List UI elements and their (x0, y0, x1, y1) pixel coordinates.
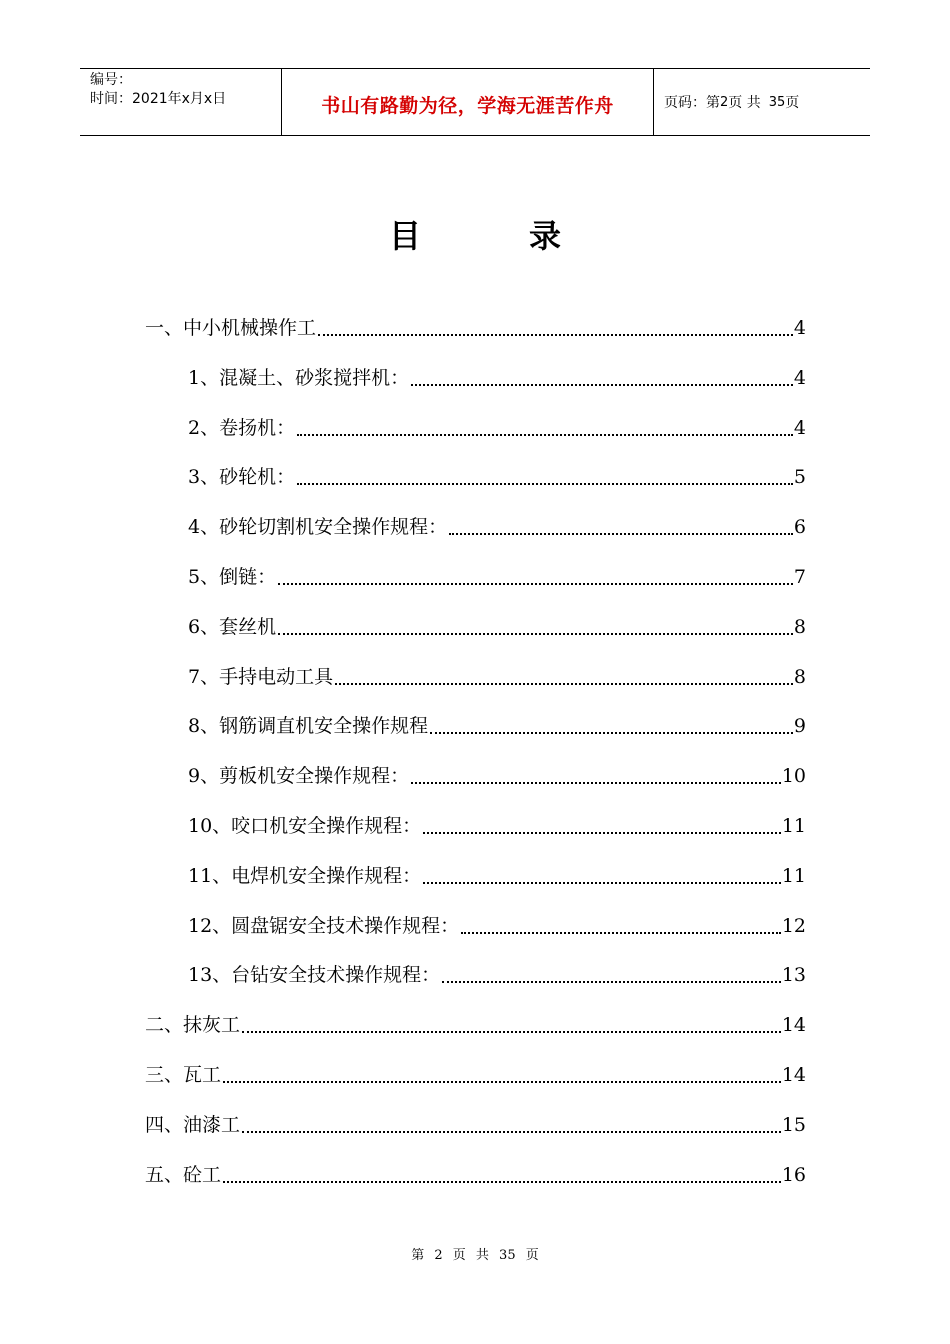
header-motto: 书山有路勤为径，学海无涯苦作舟 (321, 94, 614, 117)
page-header (80, 68, 870, 136)
toc-entry-page: 4 (793, 366, 806, 389)
toc-entry-page: 8 (793, 665, 806, 688)
toc-dot-leader (297, 483, 793, 485)
date-label: 时间：2021年x月x日 (90, 91, 227, 107)
toc-entry-page: 12 (781, 914, 806, 937)
toc-entry-page: 4 (793, 317, 806, 339)
toc-entry-label: 五、砼工 (145, 1163, 222, 1186)
toc-entry[interactable] (188, 457, 806, 497)
page-footer: 第 2 页 共 35 页 (411, 1248, 539, 1263)
toc-dot-leader (335, 683, 793, 685)
toc-entry-label: 4、砂轮切割机安全操作规程： (188, 516, 448, 539)
toc-entry[interactable] (145, 1005, 806, 1045)
toc-entry[interactable] (145, 1105, 806, 1145)
toc-entry[interactable] (188, 607, 806, 647)
title-part-2: 录 (529, 217, 562, 255)
toc-dot-leader (223, 1181, 781, 1183)
toc-entry[interactable] (188, 557, 806, 597)
toc-dot-leader (411, 782, 781, 784)
toc-entry-page: 4 (793, 416, 806, 439)
toc-entry-page: 11 (781, 864, 806, 887)
toc-entry-label: 7、手持电动工具 (188, 665, 334, 688)
toc-dot-leader (449, 533, 793, 535)
page-current: 2 (720, 94, 729, 110)
toc-entry[interactable] (188, 706, 806, 746)
toc-dot-leader (442, 981, 781, 983)
toc-dot-leader (223, 1081, 781, 1083)
toc-entry-page: 5 (793, 466, 806, 489)
toc-entry-label: 一、中小机械操作工 (145, 317, 317, 339)
toc-entry-page: 8 (793, 615, 806, 638)
toc-entry-label: 10、咬口机安全操作规程： (188, 815, 422, 837)
page-mid: 页 共 (728, 95, 761, 111)
toc-dot-leader (242, 1031, 781, 1033)
toc-entry[interactable] (188, 806, 806, 846)
header-page-info (654, 69, 870, 135)
toc-entry-label: 1、混凝土、砂浆搅拌机： (188, 366, 410, 389)
toc-dot-leader (423, 832, 781, 834)
toc-entry-label: 12、圆盘锯安全技术操作规程： (188, 914, 460, 937)
toc-entry-page: 14 (781, 1064, 806, 1086)
toc-entry-label: 13、台钻安全技术操作规程： (188, 964, 441, 987)
toc-entry-page: 11 (781, 815, 806, 837)
toc-entry-page: 15 (781, 1113, 806, 1136)
toc-dot-leader (411, 384, 793, 386)
toc-dot-leader (423, 882, 781, 884)
header-meta (80, 69, 282, 135)
toc-entry[interactable] (188, 358, 806, 398)
toc-entry-label: 四、油漆工 (145, 1113, 241, 1136)
toc-entry-label: 二、抹灰工 (145, 1014, 241, 1037)
toc-dot-leader (297, 434, 793, 436)
toc-entry-label: 8、钢筋调直机安全操作规程 (188, 715, 429, 738)
toc-entry-page: 14 (781, 1014, 806, 1037)
toc-entry-label: 2、卷扬机： (188, 416, 296, 439)
toc-entry-page: 13 (781, 964, 806, 987)
toc-entry-page: 9 (793, 715, 806, 738)
toc-entry[interactable] (188, 906, 806, 946)
toc-entry-page: 10 (781, 765, 806, 788)
title-part-1: 目 (388, 217, 421, 255)
toc-entry[interactable] (188, 856, 806, 896)
toc-dot-leader (318, 334, 793, 336)
toc-entry-label: 11、电焊机安全操作规程： (188, 864, 422, 887)
toc-entry[interactable] (188, 408, 806, 448)
toc-entry-label: 9、剪板机安全操作规程： (188, 765, 410, 788)
toc-dot-leader (278, 583, 793, 585)
toc-entry-page: 7 (793, 566, 806, 588)
toc-dot-leader (242, 1131, 781, 1133)
header-motto-cell (282, 69, 654, 135)
toc-entry[interactable] (188, 507, 806, 547)
toc-entry-page: 16 (781, 1163, 806, 1186)
toc-entry[interactable] (188, 756, 806, 796)
toc-entry-label: 3、砂轮机： (188, 466, 296, 489)
toc-dot-leader (461, 932, 781, 934)
toc-entry-label: 6、套丝机 (188, 615, 277, 638)
toc-entry[interactable] (145, 1155, 806, 1195)
toc-entry[interactable] (188, 955, 806, 995)
toc-entry-page: 6 (793, 516, 806, 539)
page-prefix: 页码：第 (664, 95, 720, 111)
serial-number-label: 编号： (90, 72, 132, 88)
page-total: 35 (768, 94, 786, 110)
toc-entry[interactable] (145, 308, 806, 348)
toc-dot-leader (278, 633, 793, 635)
toc-entry[interactable] (188, 657, 806, 697)
toc-entry-label: 5、倒链： (188, 566, 277, 588)
toc-entry-label: 三、瓦工 (145, 1064, 222, 1086)
page-title (0, 212, 950, 260)
toc-entry[interactable] (145, 1055, 806, 1095)
page-suffix: 页 (785, 95, 800, 111)
toc-dot-leader (430, 732, 793, 734)
